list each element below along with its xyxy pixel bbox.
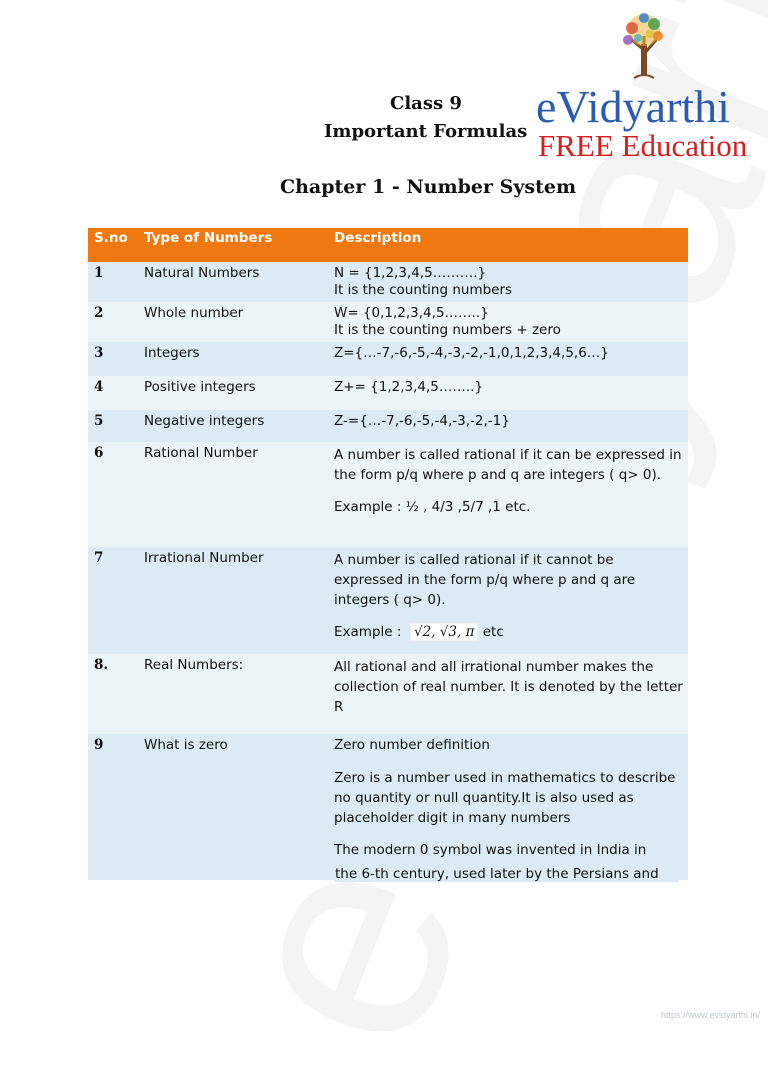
table-row (88, 442, 688, 547)
description-paragraph: The modern 0 symbol was invented in India in (334, 842, 647, 858)
description-line: Z+= {1,2,3,4,5……..} (334, 379, 484, 395)
continued-text: the 6-th century, used later by the Persians and (334, 866, 679, 882)
table-header-row (88, 228, 688, 262)
column-header-description: Description (328, 228, 688, 262)
description-example (334, 624, 684, 641)
row-description (328, 734, 688, 880)
page-subtitle: Important Formulas (324, 121, 528, 142)
chapter-title: Chapter 1 - Number System (280, 176, 577, 198)
row-sno: 5 (88, 410, 138, 442)
row-sno: 6 (88, 442, 138, 547)
description-line: It is the counting numbers + zero (334, 322, 561, 338)
logo-tagline: FREE Education (538, 128, 748, 163)
example-suffix: etc (482, 624, 504, 640)
table-row (88, 302, 688, 342)
row-description (328, 302, 688, 342)
description-line: It is the counting numbers (334, 282, 513, 298)
row-type: Whole number (138, 302, 328, 342)
row-type: Real Numbers: (138, 654, 328, 734)
table-row (88, 654, 688, 734)
description-line: W= {0,1,2,3,4,5……..} (334, 305, 489, 321)
row-sno: 8. (88, 654, 138, 734)
table-row (88, 547, 688, 654)
example-label: Example : (334, 624, 402, 640)
column-header-type: Type of Numbers (138, 228, 328, 262)
logo-wordmark: eVidyarthi (536, 81, 730, 132)
row-description (328, 376, 688, 410)
example-math: √2, √3, π (410, 623, 478, 641)
formulas-table (88, 228, 688, 880)
row-sno: 9 (88, 734, 138, 880)
row-sno: 2 (88, 302, 138, 342)
description-paragraph: Zero number definition (334, 737, 490, 753)
description-paragraph: A number is called rational if it can be expressed in the form p/q where p and q are integers ( q> 0). (334, 447, 682, 483)
row-type: Positive integers (138, 376, 328, 410)
row-description (328, 410, 688, 442)
row-type: Integers (138, 342, 328, 376)
row-description (328, 442, 688, 547)
row-description (328, 262, 688, 302)
description-example: Example : ½ , 4/3 ,5/7 ,1 etc. (334, 499, 531, 515)
row-type: What is zero (138, 734, 328, 880)
footer-url: https://www.evidyarthi.in/ (660, 1010, 760, 1020)
row-description (328, 654, 688, 734)
class-title: Class 9 (390, 93, 462, 114)
description-paragraph: All rational and all irrational number makes the collection of real number. It is denoted by the letter R (334, 659, 683, 715)
description-line: Z-={…-7,-6,-5,-4,-3,-2,-1} (334, 413, 510, 429)
row-type: Irrational Number (138, 547, 328, 654)
tree-logo-icon (614, 10, 674, 80)
table-row (88, 410, 688, 442)
description-line: Z={…-7,-6,-5,-4,-3,-2,-1,0,1,2,3,4,5,6…} (334, 345, 609, 361)
description-paragraph: Zero is a number used in mathematics to describe no quantity or null quantity.It is also used as placeholder digit in many numbers (334, 770, 676, 826)
row-sno: 1 (88, 262, 138, 302)
row-sno: 3 (88, 342, 138, 376)
row-sno: 7 (88, 547, 138, 654)
row-type: Natural Numbers (138, 262, 328, 302)
description-paragraph: A number is called rational if it cannot be expressed in the form p/q where p and q are integers ( q> 0). (334, 552, 636, 608)
table-row (88, 342, 688, 376)
row-type: Rational Number (138, 442, 328, 547)
table-row (88, 262, 688, 302)
evidyarthi-logo (530, 10, 760, 170)
row-description (328, 547, 688, 654)
description-line: N = {1,2,3,4,5……….} (334, 265, 487, 281)
table-row (88, 734, 688, 880)
row-description (328, 342, 688, 376)
row-sno: 4 (88, 376, 138, 410)
row-type: Negative integers (138, 410, 328, 442)
table-row (88, 376, 688, 410)
column-header-sno: S.no (88, 228, 138, 262)
